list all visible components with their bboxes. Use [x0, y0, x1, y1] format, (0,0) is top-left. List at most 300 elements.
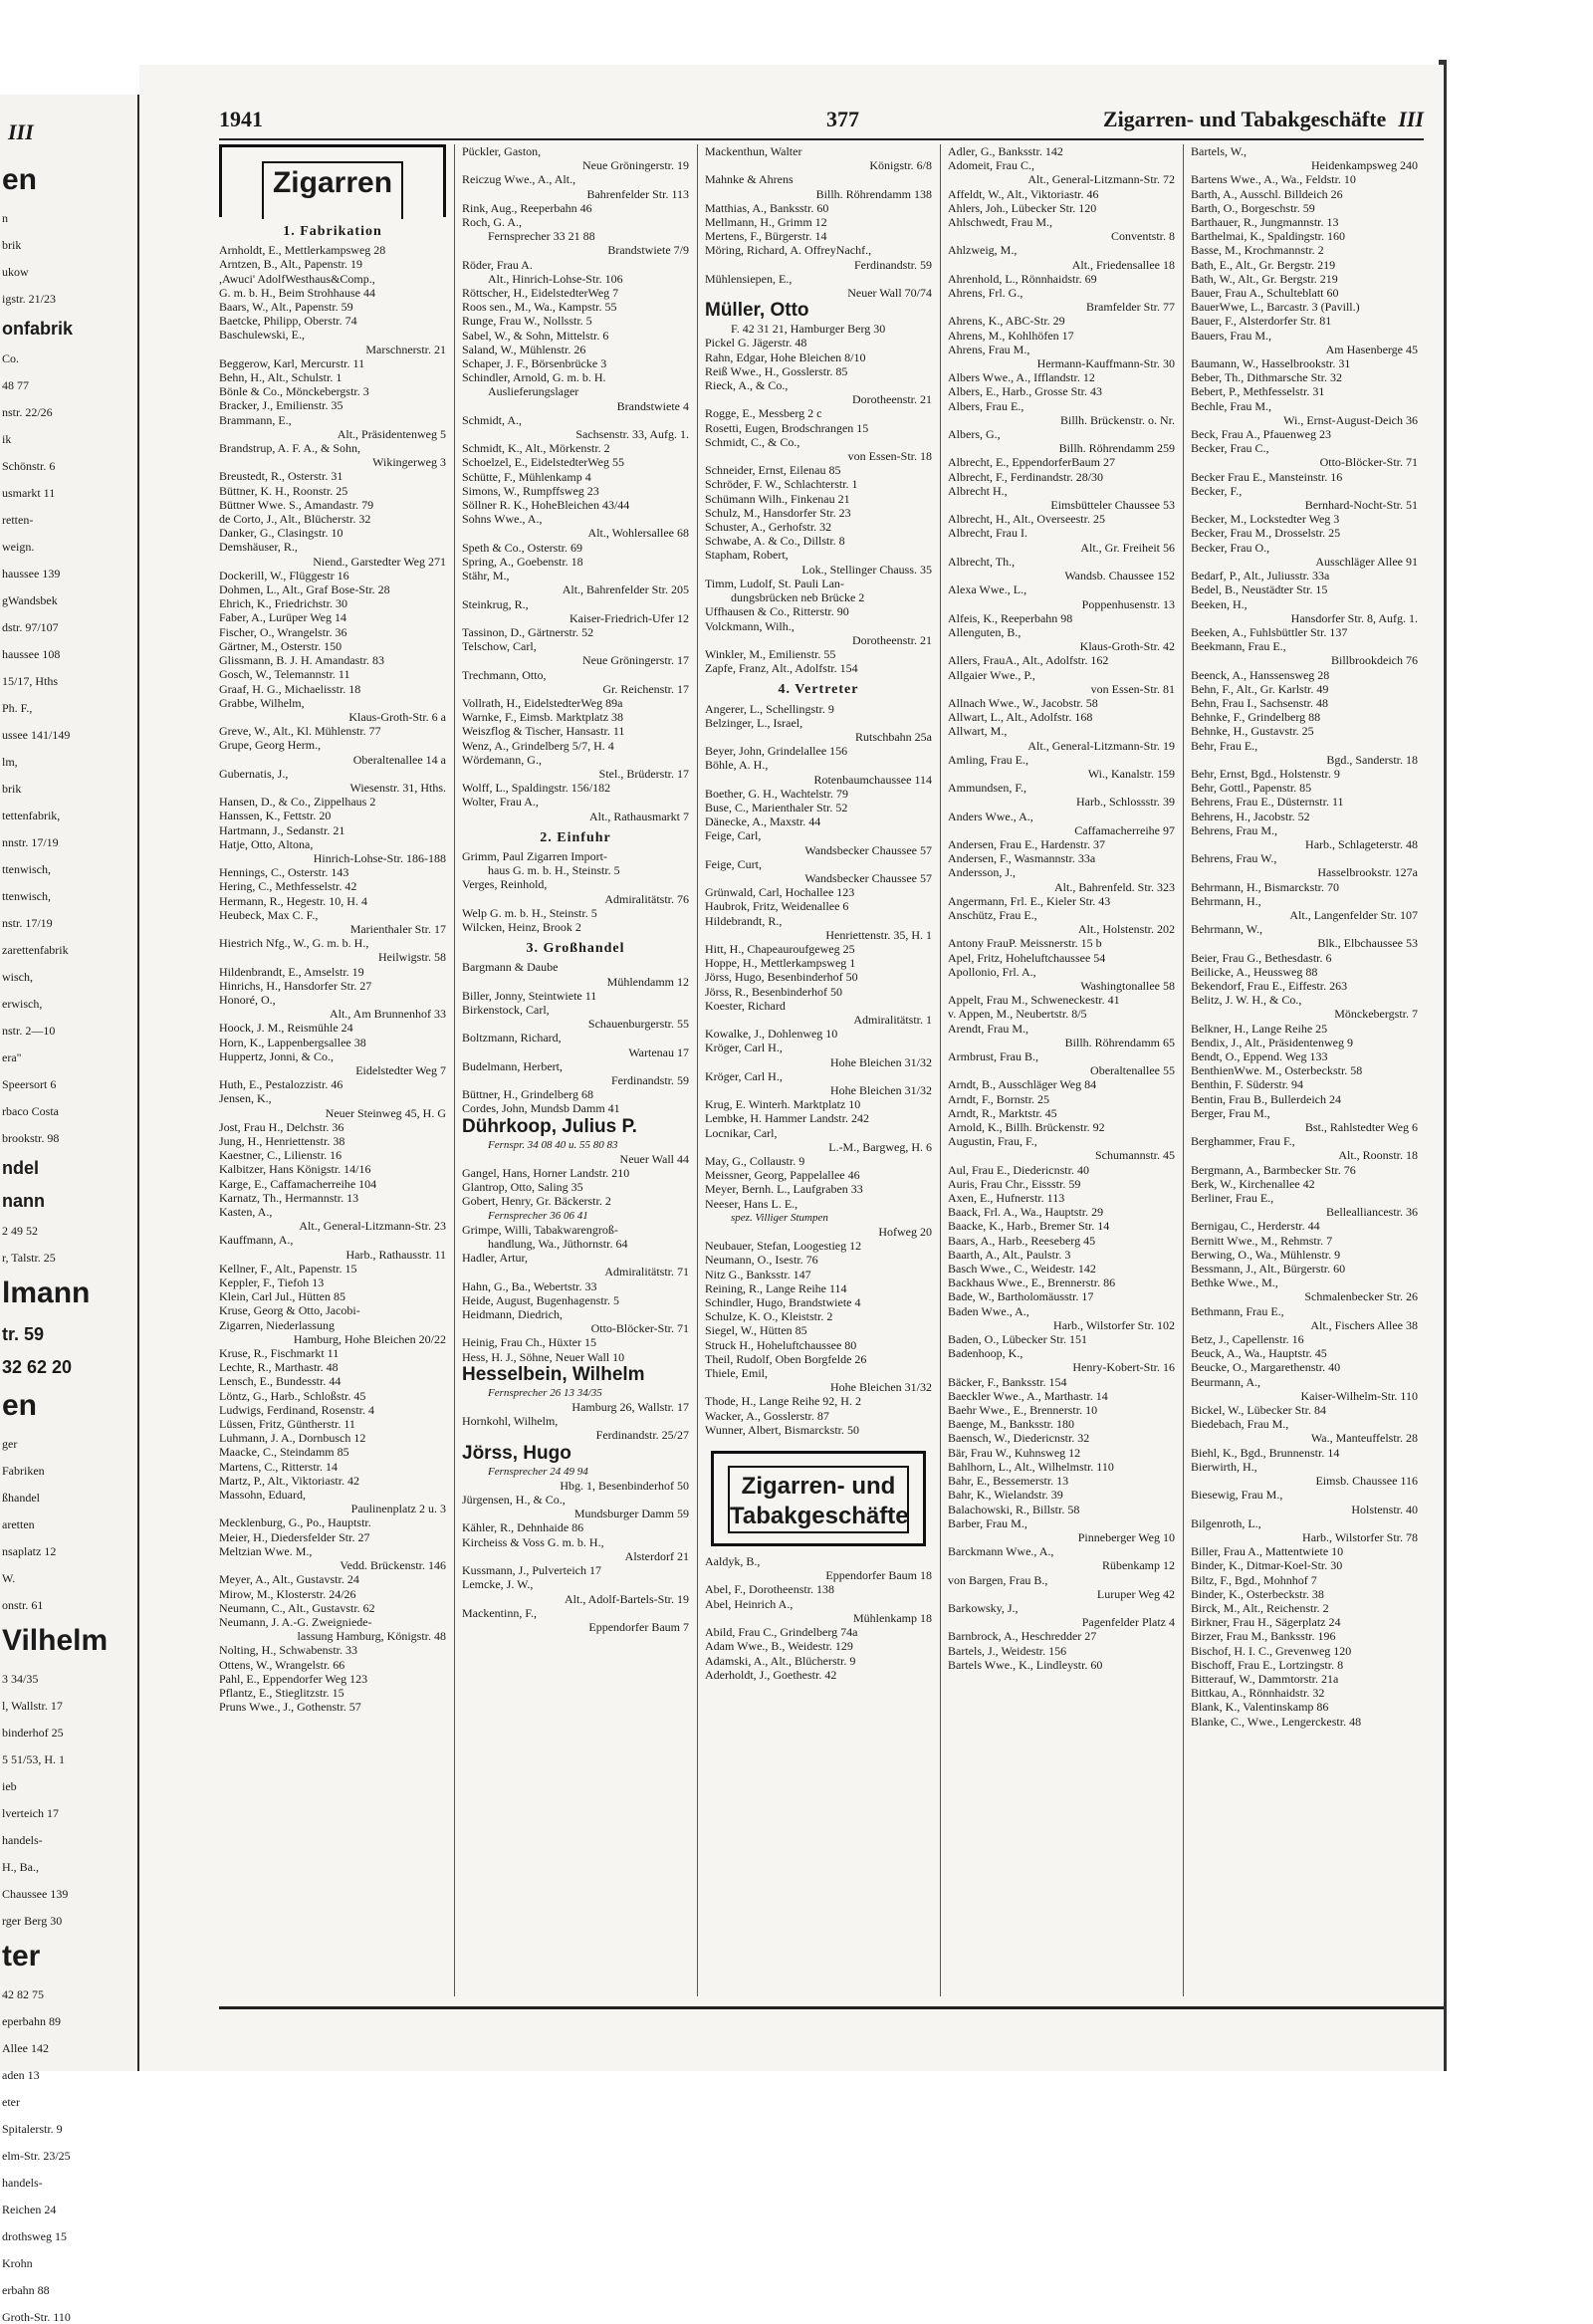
entry-address-line: Hamburg 26, Wallstr. 17 [571, 1400, 689, 1415]
directory-entry: Huth, E., Pestalozzistr. 46 [219, 1077, 343, 1092]
display-advertisement-name: Dührkoop, Julius P. [462, 1115, 637, 1137]
directory-page [139, 65, 1444, 2071]
column-4-entries [948, 144, 1175, 1672]
directory-entry: Behrmann, W., [1191, 922, 1262, 937]
directory-entry: Rink, Aug., Reeperbahn 46 [462, 200, 592, 215]
prev-page-text-fragment: Allee 142 [2, 2041, 49, 2055]
directory-entry: Mecklenburg, G., Po., Hauptstr. [219, 1515, 371, 1530]
directory-entry: Barkowsky, J., [948, 1600, 1019, 1615]
directory-entry: Welp G. m. b. H., Steinstr. 5 [462, 905, 597, 920]
entry-address-line: Brandstwiete 7/9 [607, 243, 689, 258]
directory-entry: Horn, K., Lappenbergsallee 38 [219, 1035, 366, 1049]
directory-entry: Schmidt, K., Alt., Mörkenstr. 2 [462, 441, 610, 456]
advertisement-phone-line: Fernsprecher 24 49 94 [488, 1465, 588, 1478]
prev-page-text-fragment: retten- [2, 513, 34, 527]
directory-entry: Lechte, R., Marthastr. 48 [219, 1360, 339, 1375]
entry-address-line: Kaiser-Friedrich-Ufer 12 [569, 610, 689, 625]
entry-address-line: Alt., Adolf-Bartels-Str. 19 [565, 1591, 689, 1606]
directory-entry: Schulze, K. O., Kleiststr. 2 [705, 1309, 833, 1324]
prev-page-text-fragment: 48 77 [2, 378, 29, 392]
prev-page-text-fragment: Reichen 24 [2, 2203, 57, 2216]
directory-entry: Hering, C., Methfesselstr. 42 [219, 879, 357, 894]
directory-entry: Hatje, Otto, Altona, [219, 836, 314, 851]
directory-entry: Behr, Gottl., Papenstr. 85 [1191, 781, 1312, 796]
directory-entry: Aul, Frau E., Diedericnstr. 40 [948, 1162, 1089, 1177]
directory-entry: Beucke, O., Margarethenstr. 40 [1191, 1360, 1341, 1375]
directory-entry: Ottens, W., Wrangelstr. 66 [219, 1657, 345, 1672]
entry-continuation-line: Alt., Hinrich-Lohse-Str. 106 [488, 271, 623, 286]
directory-entry: Gärtner, M., Osterstr. 150 [219, 638, 342, 653]
directory-entry: Bath, E., Alt., Gr. Bergstr. 219 [1191, 257, 1336, 272]
directory-entry: Blanke, C., Wwe., Lengerckestr. 48 [1191, 1714, 1362, 1729]
directory-entry: Runge, Frau W., Nollsstr. 5 [462, 314, 592, 329]
prev-page-text-fragment: usmarkt 11 [2, 486, 56, 500]
entry-address-line: Alt., Friedensallee 18 [1071, 257, 1175, 272]
prev-page-text-fragment: 2 49 52 [2, 1224, 38, 1238]
directory-entry: Berger, Frau M., [1191, 1105, 1270, 1120]
directory-entry: Schwabe, A. & Co., Dillstr. 8 [705, 534, 845, 549]
directory-entry: Glissmann, B. J. H. Amandastr. 83 [219, 653, 385, 668]
prev-page-text-fragment: onfabrik [2, 319, 74, 339]
directory-entry: Dockerill, W., Flüggestr 16 [219, 568, 349, 582]
column-3 [705, 144, 932, 1682]
directory-entry: Schmidt, A., [462, 412, 523, 427]
entry-address-line: Ferdinandstr. 59 [611, 1073, 689, 1087]
directory-entry: Matthias, A., Banksstr. 60 [705, 200, 829, 215]
directory-entry: Hess, H. J., Söhne, Neuer Wall 10 [462, 1349, 625, 1364]
directory-entry: Apel, Fritz, Hoheluftchaussee 54 [948, 950, 1106, 965]
column-5 [1191, 144, 1418, 1729]
directory-entry: Feige, Curt, [705, 856, 762, 871]
entry-address-line: Heidenkampsweg 240 [1311, 158, 1418, 173]
directory-entry: Boether, G. H., Wachtelstr. 79 [705, 786, 848, 801]
directory-entry: Dänecke, A., Maxstr. 44 [705, 814, 821, 829]
directory-entry: Baars, W., Alt., Papenstr. 59 [219, 300, 353, 315]
directory-entry: Backhaus Wwe., E., Brennerstr. 86 [948, 1276, 1116, 1290]
directory-entry: Simons, W., Rumpffsweg 23 [462, 483, 599, 498]
directory-entry: Affeldt, W., Alt., Viktoriastr. 46 [948, 186, 1099, 201]
directory-entry: Jung, H., Henriettenstr. 38 [219, 1134, 345, 1148]
display-advertisement-name: Hesselbein, Wilhelm [462, 1363, 645, 1385]
directory-entry: Behn, F., Alt., Gr. Karlstr. 49 [1191, 681, 1329, 696]
directory-entry: Roch, G. A., [462, 215, 522, 230]
directory-entry: Gubernatis, J., [219, 766, 289, 781]
category-heading: Zigarren- und Tabakgeschäfte [730, 1473, 909, 1530]
directory-entry: Hornkohl, Wilhelm, [462, 1414, 559, 1429]
directory-entry: Birkenstock, Carl, [462, 1002, 550, 1017]
prev-page-text-fragment: Krohn [2, 2256, 33, 2270]
prev-page-text-fragment: wisch, [2, 970, 33, 984]
entry-address-line: Rotenbaumchaussee 114 [813, 772, 932, 787]
prev-page-text-fragment: handels- [2, 2176, 43, 2190]
prev-page-text-fragment: weign. [2, 540, 35, 554]
prev-page-text-fragment: Vilhelm [2, 1624, 109, 1657]
entry-address-line: Klaus-Groth-Str. 6 a [348, 709, 446, 724]
entry-address-line: Alt., Bahrenfelder Str. 205 [562, 582, 689, 597]
directory-entry: Birkner, Frau H., Sägerplatz 24 [1191, 1615, 1341, 1630]
directory-entry: Buse, C., Marienthaler Str. 52 [705, 800, 848, 814]
directory-entry: Stähr, M., [462, 569, 510, 583]
entry-address-line: Mönckebergstr. 7 [1334, 1007, 1418, 1022]
prev-page-text-fragment: aretten [2, 1517, 35, 1531]
directory-entry: Möring, Richard, A. OffreyNachf., [705, 243, 872, 258]
directory-entry: Bäcker, F., Banksstr. 154 [948, 1374, 1067, 1389]
entry-address-line: Eidelstedter Weg 7 [355, 1062, 446, 1077]
directory-entry: Honoré, O., [219, 992, 276, 1007]
entry-continuation-line: Auslieferungslager [488, 384, 579, 399]
directory-entry: Albrecht, E., EppendorferBaum 27 [948, 455, 1115, 470]
directory-entry: Bergmann, A., Barmbecker Str. 76 [1191, 1162, 1356, 1177]
directory-entry: Hadler, Artur, [462, 1251, 529, 1266]
prev-page-text-fragment: igstr. 21/23 [2, 292, 57, 306]
directory-entry: Bischof, H. I. C., Grevenweg 120 [1191, 1643, 1352, 1658]
directory-entry: Bauers, Frau M., [1191, 328, 1271, 343]
directory-entry: Andersson, J., [948, 865, 1016, 880]
directory-entry: Allnach Wwe., W., Jacobstr. 58 [948, 695, 1098, 710]
entry-address-line: Lok., Stellinger Chauss. 35 [801, 562, 932, 577]
entry-address-line: Brandstwiete 4 [616, 398, 689, 413]
zigarren-logo-frame [219, 144, 446, 217]
prev-page-text-fragment: lm, [2, 755, 18, 769]
directory-entry: Grabbe, Wilhelm, [219, 695, 305, 710]
directory-entry: Pflantz, E., Stieglitzstr. 15 [219, 1685, 344, 1700]
directory-entry: Albrecht, F., Ferdinandstr. 28/30 [948, 469, 1104, 484]
prev-page-text-fragment: 3 34/35 [2, 1672, 39, 1686]
directory-entry: Binder, K., Ditmar-Koel-Str. 30 [1191, 1558, 1343, 1573]
entry-address-line: Eppendorfer Baum 7 [588, 1619, 689, 1634]
directory-entry: Sabel, W., & Sohn, Mittelstr. 6 [462, 328, 609, 343]
directory-entry: Rosetti, Eugen, Brodschrangen 15 [705, 420, 869, 435]
directory-entry: Kaestner, C., Lilienstr. 16 [219, 1148, 342, 1163]
directory-entry: Adler, G., Banksstr. 142 [948, 144, 1063, 158]
entry-address-line: Dorotheenstr. 21 [852, 632, 932, 647]
directory-entry: Bierwirth, H., [1191, 1459, 1257, 1474]
directory-entry: Basse, M., Krochmannstr. 2 [1191, 243, 1324, 258]
directory-entry: Beck, Frau A., Pfauenweg 23 [1191, 427, 1331, 442]
prev-page-text-fragment: nstr. 17/19 [2, 916, 53, 930]
directory-entry: Arendt, Frau M., [948, 1021, 1028, 1036]
entry-address-line: Schmalenbecker Str. 26 [1304, 1289, 1418, 1304]
directory-entry: Augustin, Frau, F., [948, 1134, 1037, 1149]
prev-page-text-fragment: era" [2, 1050, 22, 1064]
directory-entry: Bahr, K., Wielandstr. 39 [948, 1488, 1063, 1503]
directory-entry: Büttner Wwe. S., Amandastr. 79 [219, 497, 374, 512]
prev-page-text-fragment: nsaplatz 12 [2, 1544, 57, 1558]
directory-entry: Beenck, A., Hanssensweg 28 [1191, 667, 1330, 682]
directory-entry: Bernitt Wwe., M., Rehmstr. 7 [1191, 1233, 1333, 1248]
directory-entry: Schaper, J. F., Börsenbrücke 3 [462, 356, 607, 371]
directory-entry: Faber, A., Lurüper Weg 14 [219, 610, 346, 625]
directory-entry: Jörss, R., Besenbinderhof 50 [705, 984, 842, 999]
directory-entry: Belzinger, L., Israel, [705, 715, 803, 730]
directory-entry: Winkler, M., Emilienstr. 55 [705, 646, 836, 661]
entry-address-line: Neuer Wall 70/74 [847, 286, 932, 301]
directory-entry: Hildebrandt, R., [705, 913, 783, 928]
directory-entry: Blank, K., Valentinskamp 86 [1191, 1700, 1329, 1715]
directory-entry: Jost, Frau H., Delchstr. 36 [219, 1119, 344, 1134]
directory-entry: Bitterauf, W., Dammtorstr. 21a [1191, 1671, 1339, 1686]
directory-entry: Albers Wwe., A., Ifflandstr. 12 [948, 370, 1095, 385]
directory-entry: Berk, W., Kirchenallee 42 [1191, 1176, 1315, 1191]
entry-address-line: Oberaltenallee 55 [1090, 1063, 1175, 1078]
directory-entry: Bittkau, A., Rönnhaidstr. 32 [1191, 1686, 1325, 1701]
prev-page-text-fragment: H., Ba., [2, 1860, 39, 1874]
directory-entry: Armbrust, Frau B., [948, 1049, 1038, 1063]
entry-address-line: Rutschbahn 25a [855, 729, 932, 744]
prev-page-text-fragment: eter [2, 2095, 20, 2109]
directory-entry: Badenhoop, K., [948, 1346, 1024, 1361]
directory-entry: Arnholdt, E., Mettlerkampsweg 28 [219, 243, 386, 258]
header-roman-numeral: III [1398, 107, 1424, 131]
directory-entry: Koester, Richard [705, 998, 786, 1013]
directory-entry: Bessmann, J., Alt., Bürgerstr. 60 [1191, 1262, 1346, 1277]
entry-address-line: Admiralitätstr. 71 [604, 1265, 689, 1279]
directory-entry: Hanssen, K., Fettstr. 20 [219, 809, 332, 823]
prev-page-text-fragment: Schönstr. 6 [2, 459, 56, 473]
directory-entry: Schröder, F. W., Schlachterstr. 1 [705, 477, 858, 492]
directory-entry: Beilicke, A., Heussweg 88 [1191, 964, 1318, 979]
directory-entry: Bargmann & Daube [462, 960, 559, 975]
directory-entry: Bendt, O., Eppend. Weg 133 [1191, 1049, 1328, 1063]
directory-entry: Fischer, O., Wrangelstr. 36 [219, 624, 347, 639]
directory-entry: Reiczug Wwe., A., Alt., [462, 172, 576, 187]
directory-entry: Uffhausen & Co., Ritterstr. 90 [705, 604, 849, 619]
directory-entry: Beber, Th., Dithmarsche Str. 32 [1191, 370, 1342, 385]
directory-entry: Heinig, Frau Ch., Hüxter 15 [462, 1335, 596, 1350]
prev-page-text-fragment: haussee 139 [2, 567, 61, 581]
entry-address-line: Ferdinandstr. 59 [854, 257, 932, 272]
directory-entry: Ahrens, M., Kohlhöfen 17 [948, 328, 1074, 343]
directory-entry: Nitz G., Banksstr. 147 [705, 1267, 811, 1281]
directory-entry: Cordes, John, Mundsb Damm 41 [462, 1101, 620, 1116]
entry-address-line: Hbg. 1, Besenbinderhof 50 [560, 1478, 689, 1493]
entry-address-line: Harb., Schlageterstr. 48 [1305, 836, 1418, 851]
directory-entry: Albers, E., Harb., Grosse Str. 43 [948, 384, 1102, 399]
directory-entry: Lembke, H. Hammer Landstr. 242 [705, 1111, 869, 1126]
column-divider [1183, 144, 1184, 1996]
directory-entry: Basch Wwe., C., Weidestr. 142 [948, 1262, 1096, 1277]
entry-address-line: Wandsbecker Chaussee 57 [804, 870, 932, 885]
entry-address-line: Vedd. Brückenstr. 146 [340, 1558, 446, 1573]
directory-entry: Hansen, D., & Co., Zippelhaus 2 [219, 795, 376, 810]
directory-entry: G. m. b. H., Beim Strohhause 44 [219, 285, 375, 300]
directory-entry: Bechle, Frau M., [1191, 398, 1271, 413]
directory-entry: Meyer, Bernh. L., Laufgraben 33 [705, 1182, 863, 1197]
directory-entry: Martens, C., Ritterstr. 14 [219, 1459, 338, 1474]
directory-entry: Warnke, F., Eimsb. Marktplatz 38 [462, 710, 624, 725]
directory-entry: Benthin, F. Süderstr. 94 [1191, 1077, 1304, 1092]
directory-entry: Rahn, Edgar, Hohe Bleichen 8/10 [705, 349, 866, 364]
directory-entry: Beggerow, Karl, Mercurstr. 11 [219, 355, 365, 370]
prev-page-text-fragment: ter [2, 1940, 41, 1973]
entry-address-line: Harb., Wilstorfer Str. 78 [1302, 1529, 1418, 1544]
section-heading: 2. Einfuhr [540, 829, 611, 845]
directory-entry: Mirow, M., Klosterstr. 24/26 [219, 1586, 356, 1601]
previous-page-edge [0, 95, 139, 2324]
directory-entry: Huppertz, Jonni, & Co., [219, 1048, 334, 1063]
directory-entry: Neubauer, Stefan, Loogestieg 12 [705, 1239, 862, 1254]
entry-address-line: Neuer Wall 44 [619, 1151, 689, 1166]
directory-entry: Schmidt, C., & Co., [705, 434, 800, 449]
directory-entry: Timm, Ludolf, St. Pauli Lan- [705, 576, 844, 590]
directory-entry: Jensen, K., [219, 1091, 272, 1106]
advertisement-phone-line: Fernsprecher 26 13 34/35 [488, 1386, 602, 1399]
directory-entry: Biller, Frau A., Mattentwiete 10 [1191, 1544, 1344, 1559]
entry-address-line: Bgd., Sanderstr. 18 [1326, 752, 1418, 767]
directory-entry: Birzer, Frau M., Banksstr. 196 [1191, 1629, 1336, 1644]
directory-entry: Bendix, J., Alt., Präsidentenweg 9 [1191, 1035, 1353, 1049]
entry-address-line: Sachsenstr. 33, Aufg. 1. [575, 427, 689, 442]
display-advertisement-name: Müller, Otto [705, 300, 809, 322]
entry-address-line: Washingtonallee 58 [1080, 978, 1175, 993]
prev-page-text-fragment: l, Wallstr. 17 [2, 1699, 63, 1713]
directory-entry: Anschütz, Frau E., [948, 907, 1037, 922]
directory-entry: Arndt, F., Bornstr. 25 [948, 1091, 1050, 1106]
directory-entry: von Bargen, Frau B., [948, 1572, 1048, 1587]
directory-entry: Abel, Heinrich A., [705, 1596, 794, 1611]
zigarren-logo-text: Zigarren [272, 166, 393, 199]
directory-entry: Krug, E. Winterh. Marktplatz 10 [705, 1097, 861, 1112]
directory-entry: Bekendorf, Frau E., Eiffestr. 263 [1191, 978, 1348, 993]
directory-entry: Brammann, E., [219, 412, 292, 427]
directory-entry: Struck H., Hoheluftchaussee 80 [705, 1337, 857, 1352]
directory-entry: Behn, Frau I., Sachsenstr. 48 [1191, 695, 1328, 710]
directory-entry: Schindler, Hugo, Brandstwiete 4 [705, 1295, 861, 1310]
directory-entry: Wolff, L., Spaldingstr. 156/182 [462, 781, 611, 796]
prev-page-text-fragment: ik [2, 432, 12, 446]
directory-entry: Albrecht, H., Alt., Overseestr. 25 [948, 512, 1105, 527]
directory-entry: Baensch, W., Diedericnstr. 32 [948, 1431, 1090, 1446]
entry-address-line: Eppendorfer Baum 18 [825, 1568, 932, 1583]
directory-entry: Beeken, H., [1191, 596, 1248, 611]
directory-entry: Axen, E., Hufnerstr. 113 [948, 1191, 1065, 1206]
prev-page-text-fragment: tr. 59 [2, 1324, 45, 1344]
directory-entry: Biesewig, Frau M., [1191, 1488, 1283, 1503]
directory-entry: Meier, H., Diedersfelder Str. 27 [219, 1529, 370, 1544]
directory-entry: Kröger, Carl H., [705, 1068, 783, 1083]
directory-entry: Weiszflog & Tischer, Hansastr. 11 [462, 724, 625, 739]
entry-address-line: Conventstr. 8 [1110, 229, 1175, 244]
column-2 [462, 144, 689, 1634]
directory-entry: Aaldyk, B., [705, 1554, 761, 1569]
prev-page-text-fragment: dstr. 97/107 [2, 620, 59, 634]
directory-entry: Kowalke, J., Dohlenweg 10 [705, 1027, 838, 1042]
directory-entry: Karnatz, Th., Hermannstr. 13 [219, 1190, 359, 1205]
directory-entry: Becker, F., [1191, 483, 1243, 498]
directory-entry: Biehl, K., Bgd., Brunnenstr. 14 [1191, 1445, 1340, 1460]
entry-address-line: Mühlenkamp 18 [853, 1610, 932, 1625]
entry-address-line: Alsterdorf 21 [624, 1548, 689, 1563]
directory-entry: Neeser, Hans L. E., [705, 1196, 798, 1211]
column-5-entries [1191, 144, 1418, 1729]
directory-entry: Bethke Wwe., M., [1191, 1276, 1278, 1290]
directory-entry: Bartels, W., [1191, 144, 1247, 158]
directory-entry: Adamski, A., Alt., Blücherstr. 9 [705, 1653, 856, 1668]
directory-entry: Becker, Frau C., [1191, 441, 1269, 456]
entry-address-line: Pagenfelder Platz 4 [1081, 1615, 1175, 1630]
entry-address-line: Henriettenstr. 35, H. 1 [825, 927, 932, 942]
directory-entry: Schneider, Ernst, Eilenau 85 [705, 463, 841, 478]
directory-entry: Grupe, Georg Herm., [219, 738, 322, 753]
section-heading: 4. Vertreter [778, 682, 859, 698]
directory-entry: Bischoff, Frau E., Lortzingstr. 8 [1191, 1657, 1344, 1672]
entry-address-line: Neue Gröningerstr. 17 [582, 653, 689, 668]
entry-address-line: Hasselbrookstr. 127a [1317, 865, 1418, 880]
directory-entry: Albrecht, Th., [948, 554, 1016, 569]
entry-address-line: Alt., Gr. Freiheit 56 [1080, 540, 1175, 555]
entry-address-line: Alt., Wohlersallee 68 [587, 526, 689, 541]
directory-entry: Baden Wwe., A., [948, 1303, 1029, 1318]
directory-entry: Trechmann, Otto, [462, 667, 547, 682]
entry-address-line: Oberaltenallee 14 a [352, 752, 446, 767]
column-divider [454, 144, 455, 1996]
directory-entry: Baden, O., Lübecker Str. 151 [948, 1332, 1087, 1347]
entry-address-line: Alt., Roonstr. 18 [1338, 1148, 1418, 1163]
directory-entry: Theil, Rudolf, Oben Borgfelde 26 [705, 1351, 867, 1366]
directory-entry: Bär, Frau W., Kuhnsweg 12 [948, 1445, 1081, 1460]
directory-entry: Keppler, F., Tiefoh 13 [219, 1276, 325, 1290]
entry-address-line: Stel., Brüderstr. 17 [598, 766, 689, 781]
directory-entry: Reining, R., Lange Reihe 114 [705, 1280, 847, 1295]
directory-entry: Bedarf, P., Alt., Juliusstr. 33a [1191, 569, 1330, 583]
entry-address-line: Alt., Langenfelder Str. 107 [1289, 907, 1418, 922]
entry-address-line: Königstr. 6/8 [869, 158, 932, 173]
directory-entry: Grimm, Paul Zigarren Import- [462, 848, 607, 863]
directory-entry: Biller, Jonny, Steintwiete 11 [462, 988, 597, 1003]
advertisement-phone-line: Fernspr. 34 08 40 u. 55 80 83 [488, 1138, 618, 1151]
entry-address-line: Harb., Wilstorfer Str. 102 [1053, 1317, 1175, 1332]
directory-entry: Ehrich, K., Friedrichstr. 30 [219, 596, 347, 611]
prev-page-text-fragment: ger [2, 1437, 18, 1451]
prev-page-text-fragment: brookstr. 98 [2, 1131, 60, 1145]
entry-address-line: Wikingerweg 3 [372, 455, 446, 470]
directory-entry: Bedel, B., Neustädter Str. 15 [1191, 582, 1328, 597]
entry-address-line: Dorotheenstr. 21 [852, 392, 932, 407]
directory-entry: Binder, K., Osterbeckstr. 38 [1191, 1586, 1324, 1601]
directory-entry: Karge, E., Caffamacherreihe 104 [219, 1176, 377, 1191]
prev-page-text-fragment: en [2, 163, 38, 196]
directory-entry: Beeken, A., Fuhlsbüttler Str. 137 [1191, 624, 1348, 639]
directory-entry: Demshäuser, R., [219, 540, 298, 555]
directory-entry: Angerer, L., Schellingstr. 9 [705, 701, 834, 716]
directory-entry: Wolter, Frau A., [462, 795, 539, 810]
directory-entry: Baetcke, Philipp, Oberstr. 74 [219, 314, 357, 329]
entry-address-line: von Essen-Str. 81 [1090, 681, 1175, 696]
directory-entry: Spring, A., Goebenstr. 18 [462, 554, 583, 569]
prev-page-text-fragment: ieb [2, 1779, 17, 1793]
prev-page-text-fragment: rbaco Costa [2, 1104, 59, 1118]
directory-entry: Ahrens, Frau M., [948, 342, 1030, 356]
directory-entry: Heidmann, Diedrich, [462, 1307, 563, 1322]
page-header [219, 105, 1424, 140]
entry-address-line: Marienthaler Str. 17 [349, 921, 446, 936]
directory-entry: Hahn, G., Ba., Webertstr. 33 [462, 1278, 597, 1293]
directory-entry: Bauer, F., Alsterdorfer Str. 81 [1191, 314, 1332, 329]
prev-page-text-fragment: ukow [2, 265, 29, 279]
entry-address-line: Marschnerstr. 21 [365, 342, 446, 356]
directory-entry: Ludwigs, Ferdinand, Rosenstr. 4 [219, 1402, 374, 1417]
directory-entry: Feige, Carl, [705, 828, 762, 843]
directory-entry: Behnke, H., Gustavstr. 25 [1191, 724, 1314, 739]
directory-entry: Bahlhorn, L., Alt., Wilhelmstr. 110 [948, 1459, 1114, 1474]
prev-page-text-fragment: Fabriken [2, 1464, 45, 1478]
directory-entry: Böhle, A. H., [705, 758, 769, 773]
directory-entry: Steinkrug, R., [462, 596, 529, 611]
directory-entry: Apollonio, Frl. A., [948, 964, 1036, 979]
directory-entry: Schoelzel, E., EidelstedterWeg 55 [462, 455, 624, 470]
directory-entry: Beurmann, A., [1191, 1374, 1260, 1389]
directory-entry: Gosch, W., Telemannstr. 11 [219, 667, 350, 682]
